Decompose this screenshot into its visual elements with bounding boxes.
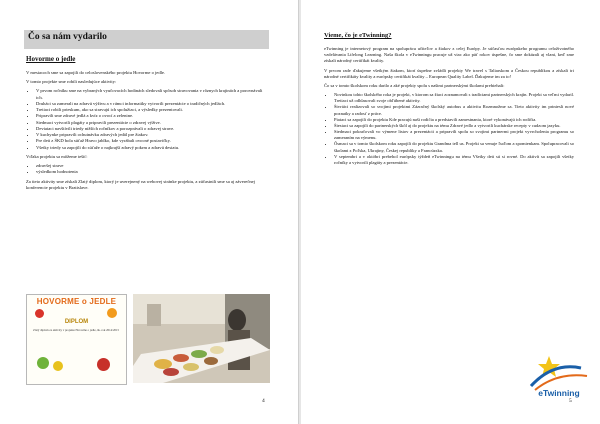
- list-item: • Pre deti z ŠKD bola súťaž Hravo jablko, kde vyrábali ovocné postavičky.: [36, 138, 269, 144]
- paragraph: eTwinning je internetový program na spoluprácu učiteľov a žiakov z celej Európy. Je súčasťou európskeho programu celoživotného vzdelávania Lifelong Learning. Naša škola v eTwinningu pracuje už viac ako päť rokov úspešne, čo sme dokázali aj vlani, keď sme získali národný certifikát kvality.: [324, 46, 574, 64]
- results-list: [26, 163, 269, 175]
- list-item: • výsledkom hodnotenia: [36, 169, 269, 175]
- list-item: • Druháci sa zamerali na zdravú výživu a v rámci informatiky vytvorili prezentácie o tradičných jedlách.: [36, 101, 269, 107]
- lemon-icon: [53, 361, 63, 371]
- paragraph: Čo sa v tomto školskom roku darilo a aké projekty spolu s našimi partnerskými školami prebiehali:: [324, 82, 505, 88]
- page-title: Čo sa nám vydarilo: [28, 32, 107, 42]
- list-item: • Tretiaci robili prieskum, ako sa stravujú ich spolužiaci, a výsledky prezentovali.: [36, 107, 269, 113]
- closing-paragraph: Za tieto aktivity sme získali Zlatý diplom, ktorý je uverejnený na webovej stránke projektu, a zúčastnili sme sa aj záverečnej konferencie projektu v Bratislave.: [26, 178, 255, 190]
- list-item: • Ôsmaci sa v tomto školskom roku zapojili do projektu Grandma tell us. Projekt sa venuje ľuďom a spomienkam. Spolupracovali so školami z Poľska, Ukrajiny, Českej republiky a Francúzska.: [334, 141, 574, 153]
- list-item: • V prvom ročníku sme na vybraných vyučovacích hodinách sledovali spôsob stravovania v rôznych krajinách a porovnávali ich.: [36, 88, 269, 100]
- article-subtitle: Hovorme o jedle: [26, 55, 76, 63]
- paragraph: V prvom rade ďakujeme všetkým žiakom, ktorí úspešne zvládli projekty We travel s Taliarskom a Českou republikou a získali tri národné certifikáty kvality a európsky certifikát kvality – European Quality Label. Ďakujeme im za to!: [324, 67, 574, 79]
- apple-icon: [35, 309, 44, 318]
- list-item: • Piataci sa zapojili do projektu Kde pracujú naši rodičia a predstavili zamestnania, ktoré vykonávajú ich rodičia.: [334, 117, 574, 123]
- page-title: Vieme, čo je eTwinning?: [324, 32, 392, 39]
- left-page: [0, 0, 299, 424]
- page-number: 4: [262, 398, 265, 404]
- etwinning-star-icon: [523, 352, 595, 392]
- intro-paragraph: V mesiacoch sme sa zapojili do celoslovenského projektu Hovorme o jedle.: [26, 70, 166, 75]
- tomato-icon: [97, 358, 110, 371]
- logo-text: eTwinning: [538, 388, 580, 398]
- list-item: • Šiestaci sa zapojili do partnerských škôl aj do projektu na tému Zdravé jedlo a vytvorili kuchárske recepty v cudzom jazyku.: [334, 123, 574, 129]
- article-body: [324, 46, 574, 169]
- classroom-photo: [133, 294, 270, 383]
- list-item: • Všetky triedy sa zapojili do súťaže o najkrajší zdravý pokrm a zdravú desiatu.: [36, 145, 269, 151]
- diploma-title: HOVORME o JEDLE: [36, 297, 117, 306]
- right-page: [301, 0, 600, 424]
- list-item: • Deviataci navštívili triedy nižších ročníkov a porozprávali o zdravej strave.: [36, 126, 269, 132]
- etwinning-logo: [523, 352, 595, 406]
- list-item: • Pripravili sme zdravé jedlá a kvíz o ovocí a zelenine.: [36, 113, 269, 119]
- intro-paragraph: V tomto projekte sme robili nasledujúce aktivity:: [26, 79, 117, 85]
- activity-list: [26, 88, 269, 150]
- pear-icon: [37, 357, 49, 369]
- orange-icon: [107, 308, 117, 318]
- diploma-label: DIPLOM: [64, 319, 89, 325]
- article-body: [26, 70, 269, 194]
- title-banner: [24, 30, 269, 49]
- diploma-image: [26, 294, 127, 385]
- list-item: • zdravšej strave: [36, 163, 269, 169]
- list-item: • Siedmaci pokračovali vo výmene listov a prezentácii a pripravili spolu so svojimi partnermi projekt vyvrcholenia programu so zameraním na výmenu.: [334, 129, 574, 141]
- list-item: • Novinkou tohto školského roka je projekt, v ktorom sa žiaci zoznamovali s tradíciami partnerských krajín. Projekt sa veľmi vydaril. Tretiaci už odhlasovali svoje obľúbené aktivity.: [334, 92, 574, 104]
- list-item: • Siedmaci vytvorili plagáty a pripravili prezentácie o zdravej výžive.: [36, 120, 269, 126]
- list-item: • Štvrtáci realizovali so svojimi projektmi Zázračný školský autobus a aktivitu Rozmnožme sa. Tieto aktivity im priniesli nové poznatky a radosť z práce.: [334, 104, 574, 116]
- closing-intro: Vďaka projektu sa môžeme tešiť:: [26, 153, 88, 159]
- diploma-text: Zlatý diplom za aktivity v projekte Hovorme o jedle, šk. rok 2014/2015: [33, 328, 119, 332]
- project-list: [324, 92, 574, 166]
- list-item: • V kuchynke pripravili ochutnávku zdravých jedál pre žiakov.: [36, 132, 269, 138]
- page-number: 5: [569, 398, 572, 404]
- list-item: • V septembri a v októbri prebehol európsky týždeň eTwinningu na tému Všetky deti sú si rovné. Do aktivít sa zapojili všetky ročníky a vytvorili plagáty a prezentácie.: [334, 154, 574, 166]
- photo-row: [26, 294, 271, 384]
